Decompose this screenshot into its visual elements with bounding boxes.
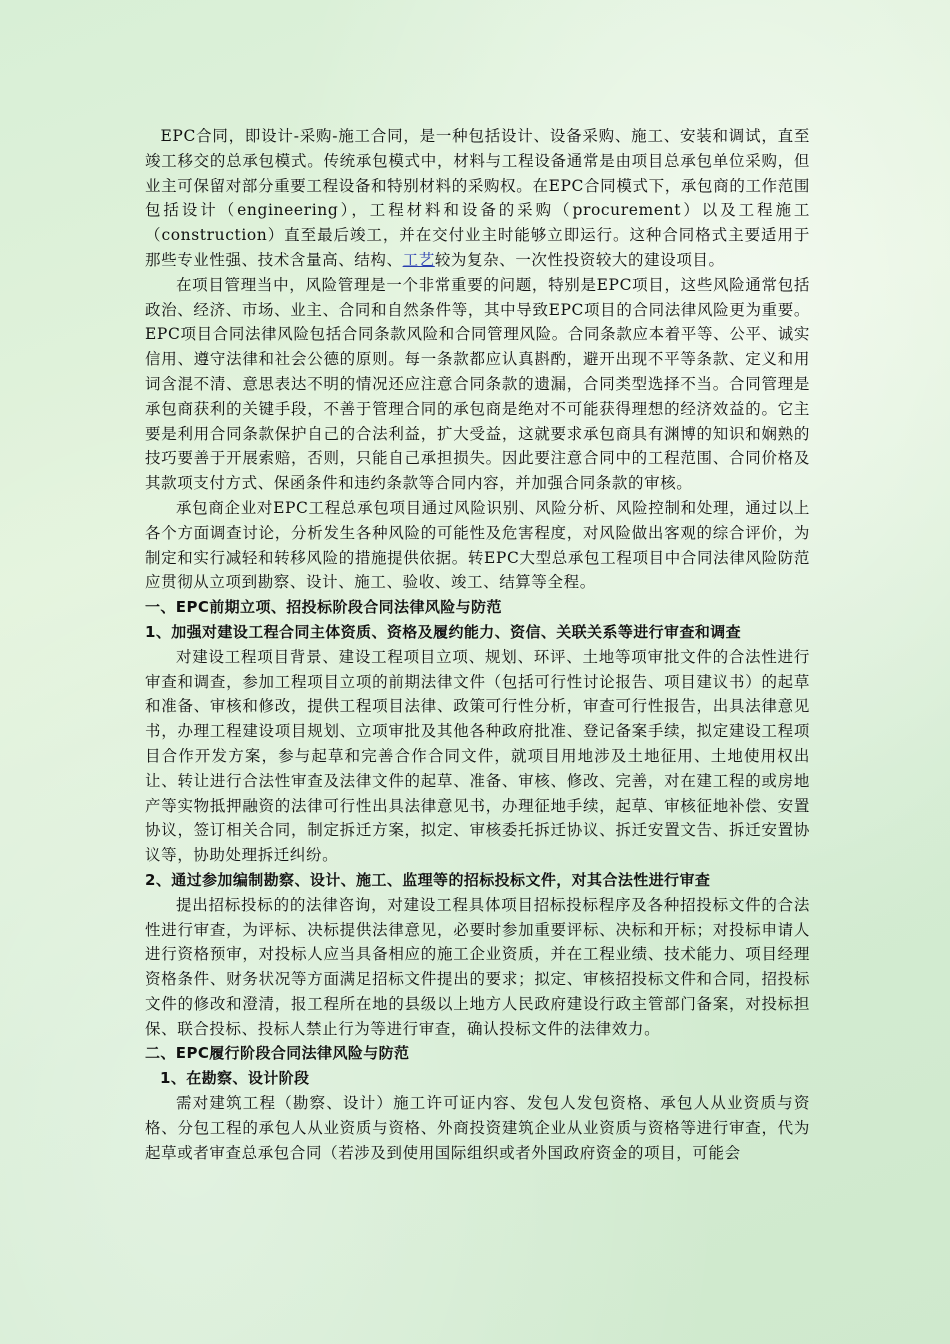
intro-paragraph-epc-definition <box>145 124 810 273</box>
section-2-sub-1-heading: 1、在勘察、设计阶段 <box>160 1069 310 1088</box>
section-1-sub-2-heading: 2、通过参加编制勘察、设计、施工、监理等的招标投标文件，对其合法性进行审查 <box>145 870 711 889</box>
section-1-heading: 一、EPC前期立项、招投标阶段合同法律风险与防范 <box>145 598 502 617</box>
craft-link[interactable]: 工艺 <box>402 250 435 269</box>
section-2-heading: 二、EPC履行阶段合同法律风险与防范 <box>145 1044 410 1063</box>
document-body <box>145 124 810 1165</box>
intro-text-before-link: EPC合同，即设计-采购-施工合同，是一种包括设计、设备采购、施工、安装和调试，直至竣工移交的总承包模式。传统承包模式中，材料与工程设备通常是由项目总承包单位采购，但业主可保留对部分重要工程设备和特别材料的采购权。在EPC合同模式下，承包商的工作范围包括设计（engineering），工程材料和设备的采购（procurement）以及工程施工（construction）直至最后竣工，并在交付业主时能够立即运行。这种合同格式主要适用于那些专业性强、技术含量高、结构、 <box>145 127 810 269</box>
intro-paragraph-risk-management: 在项目管理当中，风险管理是一个非常重要的问题，特别是EPC项目，这些风险通常包括政治、经济、市场、业主、合同和自然条件等，其中导致EPC项目的合同法律风险更为重要。EPC项目合同法律风险包括合同条款风险和合同管理风险。合同条款应本着平等、公平、诚实信用、遵守法律和社会公德的原则。每一条款都应认真斟酌，避开出现不平等条款、定义和用词含混不清、意思表达不明的情况还应注意合同条款的遗漏，合同类型选择不当。合同管理是承包商获利的关键手段，不善于管理合同的承包商是绝对不可能获得理想的经济效益的。它主要是利用合同条款保护自己的合法利益，扩大受益，这就要求承包商具有渊博的知识和娴熟的技巧要善于开展索赔，否则，只能自己承担损失。因此要注意合同中的工程范围、合同价格及其款项支付方式、保函条件和违约条款等合同内容，并加强合同条款的审核。 <box>145 275 810 493</box>
intro-text-after-link: 较为复杂、一次性投资较大的建设项目。 <box>434 250 725 269</box>
section-1-sub-1-heading: 1、加强对建设工程合同主体资质、资格及履约能力、资信、关联关系等进行审查和调查 <box>145 622 742 641</box>
section-1-sub-2-body: 提出招标投标的的法律咨询，对建设工程具体项目招标投标程序及各种招投标文件的合法性进行审查，为评标、决标提供法律意见，必要时参加重要评标、决标和开标；对投标申请人进行资格预审，对投标人应当具备相应的施工企业资质，并在工程业绩、技术能力、项目经理资格条件、财务状况等方面满足招标文件提出的要求；拟定、审核招投标文件和合同，招投标文件的修改和澄清，报工程所在地的县级以上地方人民政府建设行政主管部门备案，对投标担保、联合投标、投标人禁止行为等进行审查，确认投标文件的法律效力。 <box>145 895 810 1038</box>
section-1-sub-1-body: 对建设工程项目背景、建设工程项目立项、规划、环评、土地等项审批文件的合法性进行审查和调查，参加工程项目立项的前期法律文件（包括可行性讨论报告、项目建议书）的起草和准备、审核和修改，提供工程项目法律、政策可行性分析，审查可行性报告，出具法律意见书，办理工程建设项目规划、立项审批及其他各种政府批准、登记备案手续，拟定建设工程项目合作开发方案，参与起草和完善合作合同文件，就项目用地涉及土地征用、土地使用权出让、转让进行合法性审查及法律文件的起草、准备、审核、修改、完善，对在建工程的或房地产等实物抵押融资的法律可行性出具法律意见书，办理征地手续，起草、审核征地补偿、安置协议，签订相关合同，制定拆迁方案，拟定、审核委托拆迁协议、拆迁安置文告、拆迁安置协议等，协助处理拆迁纠纷。 <box>145 647 810 865</box>
intro-paragraph-risk-control: 承包商企业对EPC工程总承包项目通过风险识别、风险分析、风险控制和处理，通过以上各个方面调查讨论，分析发生各种风险的可能性及危害程度，对风险做出客观的综合评价，为制定和实行减轻和转移风险的措施提供依据。转EPC大型总承包工程项目中合同法律风险防范应贯彻从立项到勘察、设计、施工、验收、竣工、结算等全程。 <box>145 498 810 592</box>
section-2-sub-1-body: 需对建筑工程（勘察、设计）施工许可证内容、发包人发包资格、承包人从业资质与资格、分包工程的承包人从业资质与资格、外商投资建筑企业从业资质与资格等进行审查，代为起草或者审查总承包合同（若涉及到使用国际组织或者外国政府资金的项目，可能会 <box>145 1094 810 1162</box>
